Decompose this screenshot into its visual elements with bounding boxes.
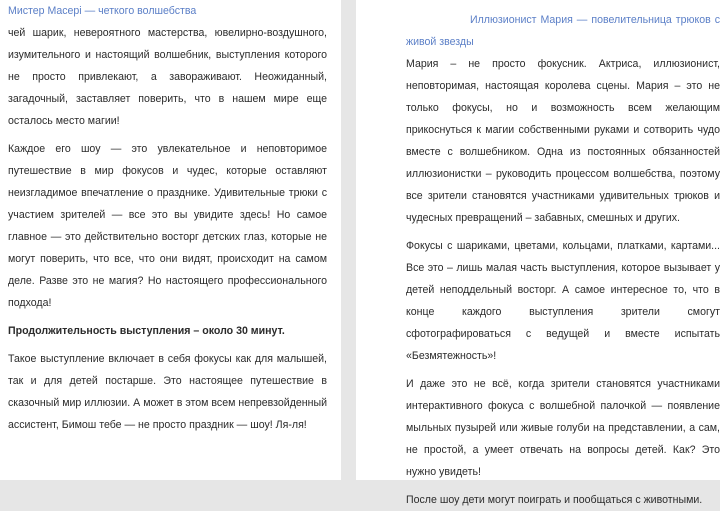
- right-paragraph-2: Фокусы с шариками, цветами, кольцами, платками, картами... Все это – лишь малая часть выступления, которое вызывает у детей неподдельный восторг. А самое интересное то, что в конце каждого выступления зрители смогут сфотографироваться с ведущей и вместе испытать «Безмятежность»!: [406, 240, 720, 362]
- right-page-heading: Иллюзионист Мария — повелительница трюков с живой звезды: [406, 14, 720, 48]
- left-subheading: Продолжительность выступления – около 30 минут.: [8, 325, 285, 337]
- left-paragraph-3: Такое выступление включает в себя фокусы как для малышей, так и для детей постарше. Это настоящее путешествие в сказочный мир иллюзии. А может в этом всем непревзойденный ассистент, Бимош тебе — не просто праздник — шоу! Ля-ля!: [8, 353, 327, 431]
- right-page: [356, 0, 720, 506]
- left-paragraph-2: Каждое его шоу — это увлекательное и неповторимое путешествие в мир фокусов и чудес, которые оставляют неизгладимое впечатление о празднике. Удивительные трюки с участием зрителей — все это вы увидите здесь! Но самое главное — это действительно восторг детских глаз, которые не могут поверить, что все, что они видят, происходит на самом деле. Разве это не магия? Но настоящего профессионального подхода!: [8, 143, 327, 309]
- left-paragraph-1: чей шарик, невероятного мастерства, ювелирно-воздушного, изумительного и настоящий волшебник, выступления которого не просто привлекают, а завораживают. Неожиданный, загадочный, заставляет поверить, что в нашем мире еще осталось место магии!: [8, 27, 327, 127]
- left-page: [0, 0, 341, 480]
- right-paragraph-4: После шоу дети могут поиграть и пообщаться с животными.: [406, 494, 703, 506]
- right-paragraph-1: Мария – не просто фокусник. Актриса, иллюзионист, неповторимая, настоящая королева сцены. Мария – это не только фокусы, но и возможность всем желающим прикоснуться к магии собственными руками и сотворить чудо вместе с волшебником. Одна из постоянных обязанностей иллюзионистки – руководить процессом волшебства, поэтому все зрители становятся участниками удивительных трюков и чудесных превращений – забавных, смешных и других.: [406, 58, 720, 224]
- page-gutter: [341, 0, 356, 480]
- left-page-heading: Мистер Maсерi — четкого волшебства: [8, 5, 197, 17]
- right-paragraph-3: И даже это не всё, когда зрители становятся участниками интерактивного фокуса с волшебной палочкой — появление мыльных пузырей или живые голуби на представлении, а сам, не простой, а умеет отвечать на вопросы детей. Как? Это нужно увидеть!: [406, 378, 720, 478]
